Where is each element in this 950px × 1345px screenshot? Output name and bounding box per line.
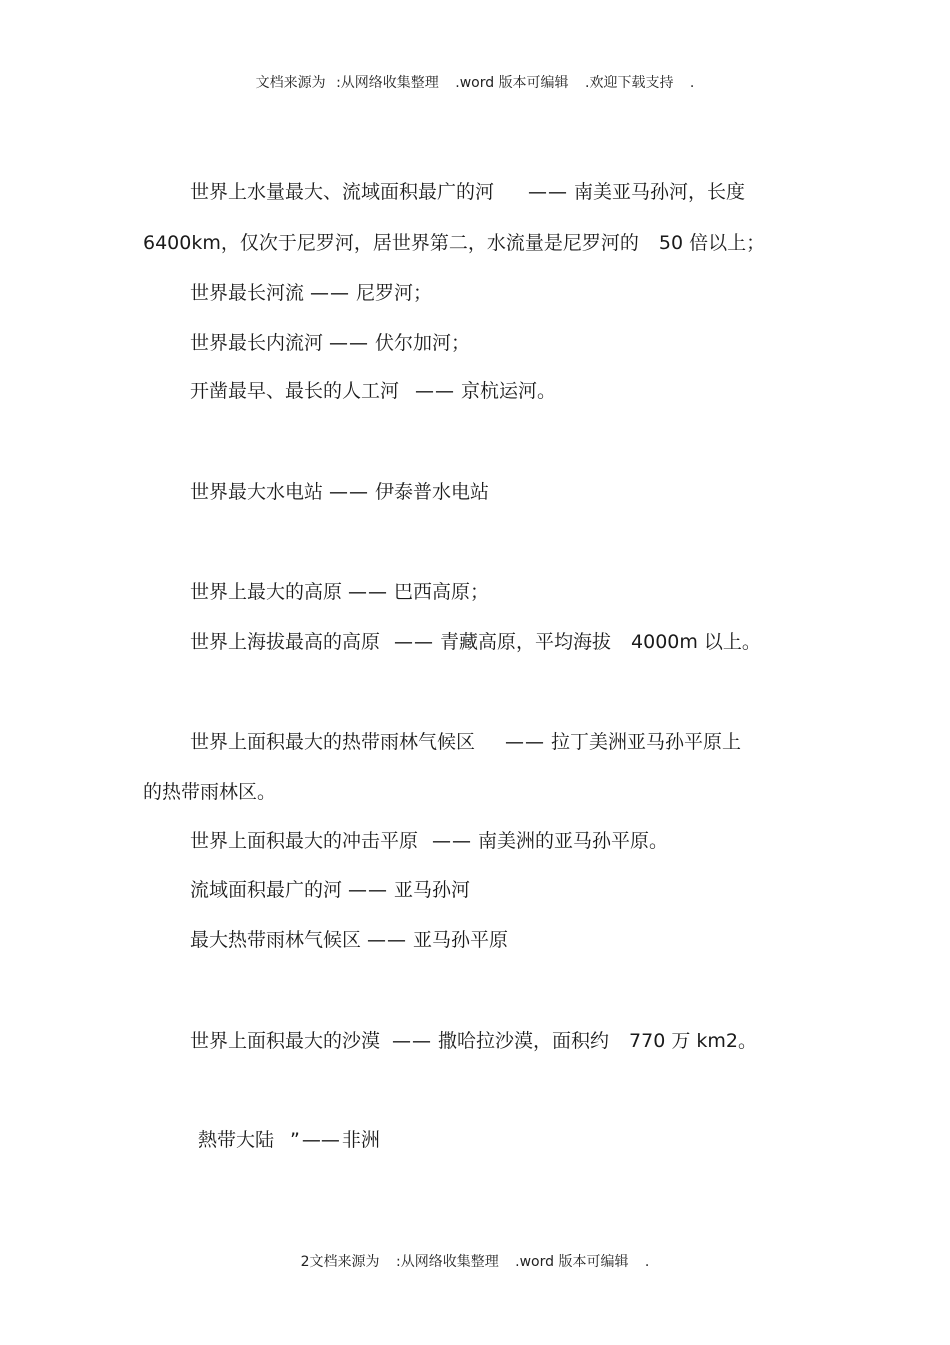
text-line-alluvial-plain [190,829,668,853]
line-subject: 世界最长内流河 [190,332,324,354]
em-dash: —— [528,181,569,203]
line-subject: 世界上面积最大的沙漠 [190,1030,381,1052]
em-dash: —— [348,879,389,901]
text-line-rainforest-cont [143,780,276,804]
line-subject: 开凿最早、最长的人工河 [190,380,400,402]
line-answer: 巴西高原； [394,581,490,603]
line-subject: 世界上面积最大的热带雨林气候区 [190,731,476,753]
header-source-label: 文档来源为 [255,75,326,91]
text-line-nile [190,281,432,305]
line-answer: 伊泰普水电站 [375,481,490,503]
em-dash: —— [367,929,408,951]
em-dash: —— [329,481,370,503]
page-number: 2 [300,1254,310,1270]
line-subject: 世界上水量最大、流域面积最广的河 [190,181,495,203]
em-dash: —— [392,1030,433,1052]
line-answer: 京杭运河。 [461,380,557,402]
text-line-itaipu [190,480,489,504]
header-collected: :从网络收集整理 [336,75,439,91]
line-answer: 非洲 [341,1129,380,1151]
text-line-widest-basin [190,878,470,902]
line-answer: 青藏高原，平均海拔 [440,631,612,653]
text-line-grand-canal [190,379,556,403]
line-answer: 亚马孙平原 [413,929,509,951]
line-subject: 流域面积最广的河 [190,879,343,901]
line-subject: 世界上面积最大的冲击平原 [190,830,419,852]
line-subject: 世界最长河流 [190,282,305,304]
text-line-tropical-continent [198,1128,380,1152]
em-dash: —— [348,581,389,603]
header-end: . [689,75,695,91]
line-extra: 4000m 以上。 [631,631,761,653]
closing-quote: ” [290,1129,300,1151]
text-line-largest-rainforest [190,928,508,952]
line-subject: 的热带雨林区。 [143,781,277,803]
header-editable: .word 版本可编辑 [455,75,569,91]
line-subject: 世界上海拔最高的高原 [190,631,381,653]
line-answer: 50 倍以上； [658,232,766,254]
text-line-brazil-plateau [190,580,489,604]
line-subject: 6400km，仅次于尼罗河，居世界第二，水流量是尼罗河的 [143,232,639,254]
line-answer: 尼罗河； [356,282,433,304]
em-dash: —— [329,332,370,354]
text-line-amazon-cont [143,231,765,255]
footer-collected: :从网络收集整理 [395,1254,499,1270]
text-line-amazon [190,180,745,204]
em-dash: —— [310,282,351,304]
line-answer: 亚马孙河 [394,879,471,901]
text-line-volga [190,331,470,355]
line-subject: 熱带大陆 [198,1129,275,1151]
em-dash: —— [301,1129,340,1151]
line-subject: 世界上最大的高原 [190,581,343,603]
footer-source-label: 文档来源为 [309,1254,380,1270]
line-subject: 最大热带雨林气候区 [190,929,362,951]
em-dash: —— [394,631,435,653]
text-line-tibet-plateau [190,630,761,654]
text-line-rainforest [190,730,741,754]
line-answer: 拉丁美洲亚马孙平原上 [551,731,742,753]
em-dash: —— [415,380,456,402]
footer-end: . [644,1254,650,1270]
text-line-sahara [190,1029,757,1053]
footer-editable: .word 版本可编辑 [515,1254,629,1270]
line-answer: 南美洲的亚马孙平原。 [478,830,669,852]
em-dash: —— [505,731,546,753]
header-welcome: .欢迎下载支持 [585,75,674,91]
em-dash: —— [432,830,473,852]
page-footer [0,1251,950,1271]
page-header [0,72,950,92]
line-answer: 撒哈拉沙漠，面积约 [438,1030,610,1052]
line-subject: 世界最大水电站 [190,481,324,503]
line-extra: 770 万 km2。 [629,1030,757,1052]
line-answer: 伏尔加河； [375,332,471,354]
line-answer: 南美亚马孙河，长度 [574,181,746,203]
